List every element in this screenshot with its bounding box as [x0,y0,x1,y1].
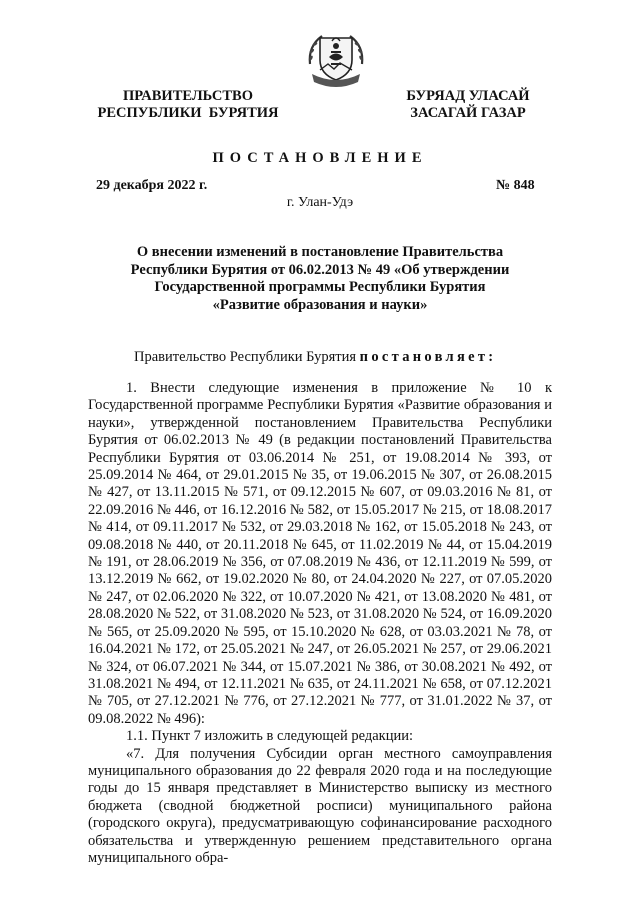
paragraph-1: 1. Внести следующие изменения в приложение № 10 к Государственной программе Республики Бурятия «Развитие образования и науки», утвержденной постановлением Правительства Республики Бурятия от 06.02.2013 № 49 (в редакции постановлений Правительства Республики Бурятия от 03.06.2014 № 251, от 19.08.2014 № 393, от 25.09.2014 № 464, от 29.01.2015 № 35, от 19.06.2015 № 307, от 26.08.2015 № 427, от 13.11.2015 № 571, от 09.12.2015 № 607, от 09.03.2016 № 81, от 22.09.2016 № 446, от 16.12.2016 № 582, от 15.05.2017 № 215, от 18.08.2017 № 414, от 09.11.2017 № 532, от 29.03.2018 № 162, от 15.05.2018 № 243, от 09.08.2018 № 440, от 20.11.2018 № 645, от 11.02.2019 № 44, от 15.04.2019 № 191, от 28.06.2019 № 356, от 07.08.2019 № 436, от 12.11.2019 № 599, от 13.12.2019 № 662, от 19.02.2020 № 80, от 24.04.2020 № 227, от 07.05.2020 № 247, от 02.06.2020 № 322, от 10.07.2020 № 421, от 13.08.2020 № 481, от 28.08.2020 № 522, от 31.08.2020 № 523, от 31.08.2020 № 524, от 16.09.2020 № 565, от 25.09.2020 № 595, от 15.10.2020 № 628, от 03.03.2021 № 78, от 16.04.2021 № 172, от 25.05.2021 № 247, от 26.05.2021 № 257, от 29.06.2021 № 324, от 06.07.2021 № 344, от 15.07.2021 № 386, от 30.08.2021 № 492, от 31.08.2021 № 494, от 12.11.2021 № 635, от 24.11.2021 № 658, от 07.12.2021 № 705, от 27.12.2021 № 776, от 27.12.2021 № 777, от 31.01.2022 № 37, от 09.08.2022 № 496): [88,380,552,727]
header-right-line2: ЗАСАГАЙ ГАЗАР [410,105,526,121]
subject-line-4: «Развитие образования и науки» [212,296,428,313]
government-name-buryat [388,88,548,122]
subject-line-2: Республики Бурятия от 06.02.2013 № 49 «Об утверждении [130,261,510,278]
document-body [88,380,552,867]
document-number: № 848 [496,178,535,193]
paragraph-2: 1.1. Пункт 7 изложить в следующей редакции: [126,728,414,745]
document-city: г. Улан-Удэ [286,195,354,210]
government-name-russian [88,88,288,122]
preamble [134,349,496,366]
preamble-text: Правительство Республики Бурятия [134,349,357,365]
header-right-line1: БУРЯАД УЛАСАЙ [406,88,530,104]
document-date: 29 декабря 2022 г. [96,178,208,193]
subject-line-3: Государственной программы Республики Бурятия [154,279,486,295]
document-title: ПОСТАНОВЛЕНИЕ [212,150,428,166]
subject-line-1: О внесении изменений в постановление Правительства [136,244,504,260]
paragraph-3: «7. Для получения Субсидии орган местного самоуправления муниципального образования до 22 февраля 2020 года и на последующие годы до 15 января представляет в Министерство выписку из местного бюджета (сводной бюджетной росписи) муниципального района (городского округа), предусматривающую софинансирование расходного обязательства и утвержденную решением представительного органа муниципального обра- [88,745,552,866]
preamble-action: постановляет: [359,349,497,365]
header-left-line2: РЕСПУБЛИКИ БУРЯТИЯ [97,105,279,121]
coat-of-arms-icon [302,24,370,92]
header-left-line1: ПРАВИТЕЛЬСТВО [123,88,253,104]
document-subject [110,244,530,314]
